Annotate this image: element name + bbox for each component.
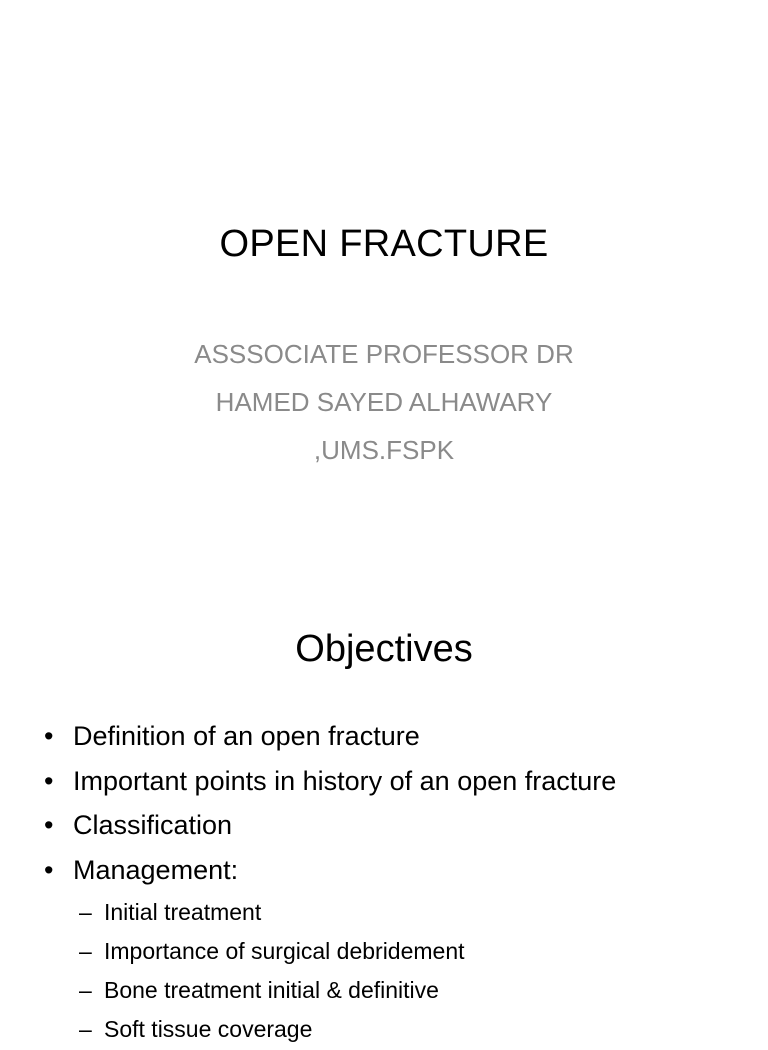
sub-bullet-item — [0, 1011, 768, 1050]
sub-bullet-text: Initial treatment — [104, 899, 262, 925]
slide-title: Objectives — [295, 628, 473, 670]
subtitle-line: ,UMS.FSPK — [313, 435, 455, 465]
bullet-text: Classification — [73, 810, 233, 840]
bullet-item — [0, 850, 768, 895]
bullet-icon: • — [44, 721, 54, 751]
slide-subtitle — [0, 336, 768, 480]
sub-bullet-text: Bone treatment initial & definitive — [104, 977, 439, 1003]
sub-bullet-item — [0, 933, 768, 972]
bullet-item — [0, 716, 768, 761]
bullet-text: Management: — [73, 854, 239, 885]
subtitle-line: HAMED SAYED ALHAWARY — [215, 387, 553, 417]
bullet-list — [0, 716, 768, 1050]
bullet-icon: • — [44, 854, 54, 885]
slide-title: OPEN FRACTURE — [219, 223, 549, 265]
dash-icon: – — [79, 899, 92, 925]
bullet-icon: • — [44, 810, 54, 840]
bullet-item — [0, 761, 768, 806]
bullet-icon: • — [44, 765, 54, 796]
bullet-text: Definition of an open fracture — [73, 721, 420, 751]
sub-bullet-text: Importance of surgical debridement — [104, 938, 465, 964]
dash-icon: – — [79, 938, 92, 964]
objectives-slide — [0, 576, 768, 1042]
sub-bullet-item — [0, 894, 768, 933]
dash-icon: – — [79, 1016, 92, 1042]
bullet-text: Important points in history of an open fracture — [73, 765, 617, 796]
sub-bullet-text: Soft tissue coverage — [104, 1016, 313, 1042]
bullet-item — [0, 805, 768, 850]
sub-bullet-item — [0, 972, 768, 1011]
subtitle-line: ASSSOCIATE PROFESSOR DR — [194, 339, 574, 369]
dash-icon: – — [79, 977, 92, 1003]
